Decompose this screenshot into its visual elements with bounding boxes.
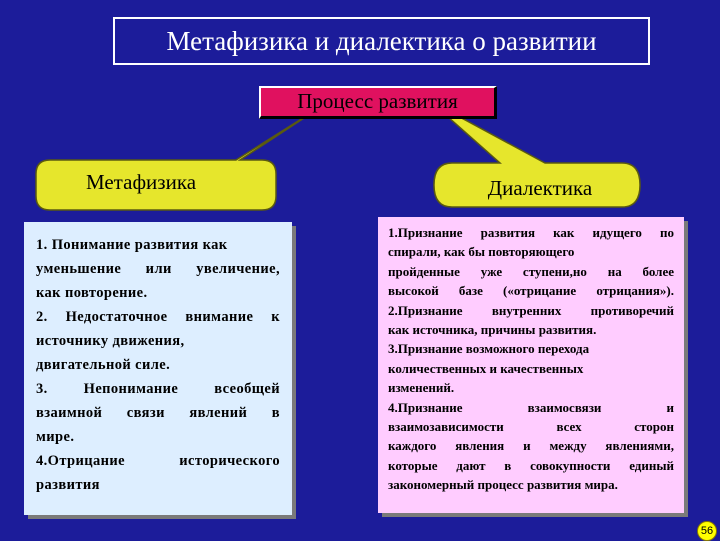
dialectics-line: количественных и качественных xyxy=(388,360,584,376)
metaphysics-line: мире. xyxy=(36,429,75,445)
dialectics-line: 1.Признание развития как идущего по xyxy=(388,225,674,240)
metaphysics-label: Метафизика xyxy=(85,170,197,194)
dialectics-label: Диалектика xyxy=(487,176,593,200)
page-number-badge: 56 xyxy=(697,521,717,541)
metaphysics-line: как повторение. xyxy=(36,285,148,301)
dialectics-panel xyxy=(378,217,684,513)
dialectics-line: высокой базе («отрицание отрицания»). xyxy=(388,283,674,299)
dialectics-line: как источника, причины развития. xyxy=(388,322,597,338)
metaphysics-line: развития xyxy=(36,477,100,493)
dialectics-line: 3.Признание возможного перехода xyxy=(388,341,590,357)
dialectics-line: 4.Признание взаимосвязи и xyxy=(388,399,674,415)
dialectics-line: 2.Признание внутренних противоречий xyxy=(388,302,674,318)
slide-title: Метафизика и диалектика о развитии xyxy=(113,17,650,65)
metaphysics-line: 2. Недостаточное внимание к xyxy=(36,309,280,325)
metaphysics-line: уменьшение или увеличение, xyxy=(36,261,280,277)
dialectics-line: которые дают в совокупности единый xyxy=(388,457,674,473)
metaphysics-line: 3. Непонимание всеобщей xyxy=(36,381,280,397)
dialectics-line: пройденные уже ступени,но на более xyxy=(388,263,674,279)
dialectics-line: изменений. xyxy=(388,380,455,396)
metaphysics-line: взаимной связи явлений в xyxy=(36,405,280,421)
metaphysics-line: источнику движения, xyxy=(36,333,185,349)
dialectics-line: спирали, как бы повторяющего xyxy=(388,244,575,260)
metaphysics-panel xyxy=(24,222,292,515)
metaphysics-line: 1. Понимание развития как xyxy=(36,237,228,253)
dialectics-line: взаимозависимости всех сторон xyxy=(388,419,674,435)
metaphysics-line: 4.Отрицание исторического xyxy=(36,453,280,469)
process-box: Процесс развития xyxy=(259,86,497,119)
metaphysics-line: двигательной силе. xyxy=(36,357,171,373)
dialectics-line: закономерный процесс развития мира. xyxy=(388,477,618,493)
dialectics-line: каждого явления и между явлениями, xyxy=(388,438,674,454)
